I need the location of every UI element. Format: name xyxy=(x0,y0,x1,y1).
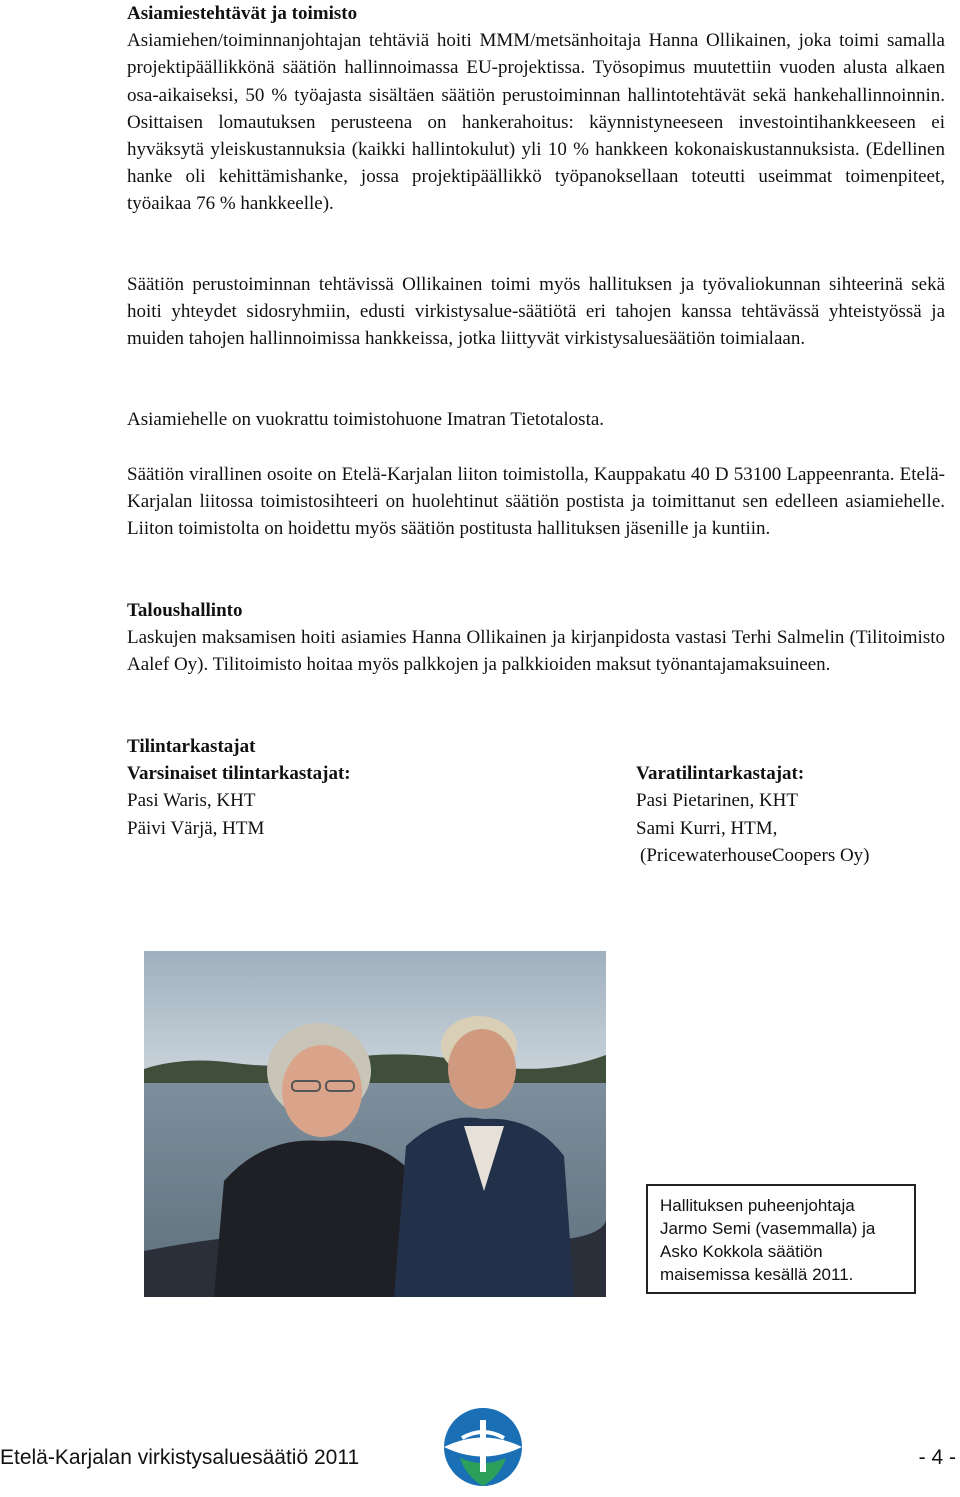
auditor-name: Sami Kurri, HTM, xyxy=(636,817,778,839)
auditor-name: Pasi Pietarinen, KHT xyxy=(636,790,799,812)
paragraph: Asiamiehelle on vuokrattu toimistohuone Imatran Tietotalosta. xyxy=(127,409,605,430)
caption-line: maisemissa kesällä 2011. xyxy=(660,1265,854,1284)
photo-caption xyxy=(646,1184,916,1294)
auditor-firm: (PricewaterhouseCoopers Oy) xyxy=(640,844,870,866)
main-auditors xyxy=(127,760,607,842)
paragraph: Laskujen maksamisen hoiti asiamies Hanna Ollikainen ja kirjanpidosta vastasi Terhi Salmelin (Tilitoimisto Aalef Oy). Tilitoimisto hoitaa myös palkkojen ja palkkioiden maksut työnantajamaksuineen. xyxy=(127,627,945,676)
deputy-auditors xyxy=(636,760,946,869)
auditor-name: Päivi Värjä, HTM xyxy=(127,817,265,839)
deputy-auditors-heading: Varatilintarkastajat: xyxy=(636,763,805,785)
organization-logo-icon xyxy=(442,1406,524,1494)
paragraph: Säätiön virallinen osoite on Etelä-Karjalan liiton toimistolla, Kauppakatu 40 D 53100 Lappeenranta. Etelä-Karjalan liitossa toimistosihteeri on huolehtinut säätiön postista ja toimittanut sen edelleen asiamiehelle. Liiton toimistolta on hoidettu myös säätiön postitusta hallituksen jäsenille ja kuntiin. xyxy=(127,464,945,540)
section-finance xyxy=(127,597,945,679)
photo xyxy=(144,951,606,1297)
caption-line: Asko Kokkola säätiön xyxy=(660,1242,823,1261)
section-heading: Asiamiestehtävät ja toimisto xyxy=(127,3,358,24)
section-heading: Taloushallinto xyxy=(127,600,243,621)
photo-illustration xyxy=(144,951,606,1297)
caption-line: Hallituksen puheenjohtaja xyxy=(660,1196,855,1215)
page-number: - 4 - xyxy=(918,1446,956,1469)
footer-organization: Etelä-Karjalan virkistysaluesäätiö 2011 xyxy=(0,1446,360,1469)
paragraph: Säätiön perustoiminnan tehtävissä Ollikainen toimi myös hallituksen ja työvaliokunnan sihteerinä sekä hoiti yhteydet sidosryhmiin, edusti virkistysalue-säätiötä eri tahojen kanssa tehtävässä yhteistyössä ja muiden tahojen hallinnoimissa hankkeissa, jotka liittyvät virkistysaluesäätiön toimialaan. xyxy=(127,274,945,350)
paragraph: Asiamiehen/toiminnanjohtajan tehtäviä hoiti MMM/metsänhoitaja Hanna Ollikainen, joka toimi samalla projektipäällikkönä säätiön hallinnoimassa EU-projektissa. Työsopimus muutettiin vuoden alusta alkaen osa-aikaiseksi, 50 % työajasta sisältäen säätiön perustoiminnan hallintotehtävät sekä hankehallinnoinnin. Osittaisen lomautuksen perusteena on hankerahoitus: käynnistyneeseen investointihankkeeseen ei hyväksytä yleiskustannuksia (kaikki hallintokulut) yli 10 % hankkeen kokonaiskustannuksista. (Edellinen hanke oli kehittämishanke, jossa projektipäällikkö työpanoksellaan toteutti useimmat toimenpiteet, työaikaa 76 % hankkeelle). xyxy=(127,30,945,215)
section-staff xyxy=(127,0,945,218)
auditors-section xyxy=(127,733,945,880)
section-heading: Tilintarkastajat xyxy=(127,736,256,757)
caption-line: Jarmo Semi (vasemmalla) ja xyxy=(660,1219,876,1238)
main-auditors-heading: Varsinaiset tilintarkastajat: xyxy=(127,763,351,785)
auditor-name: Pasi Waris, KHT xyxy=(127,790,256,812)
